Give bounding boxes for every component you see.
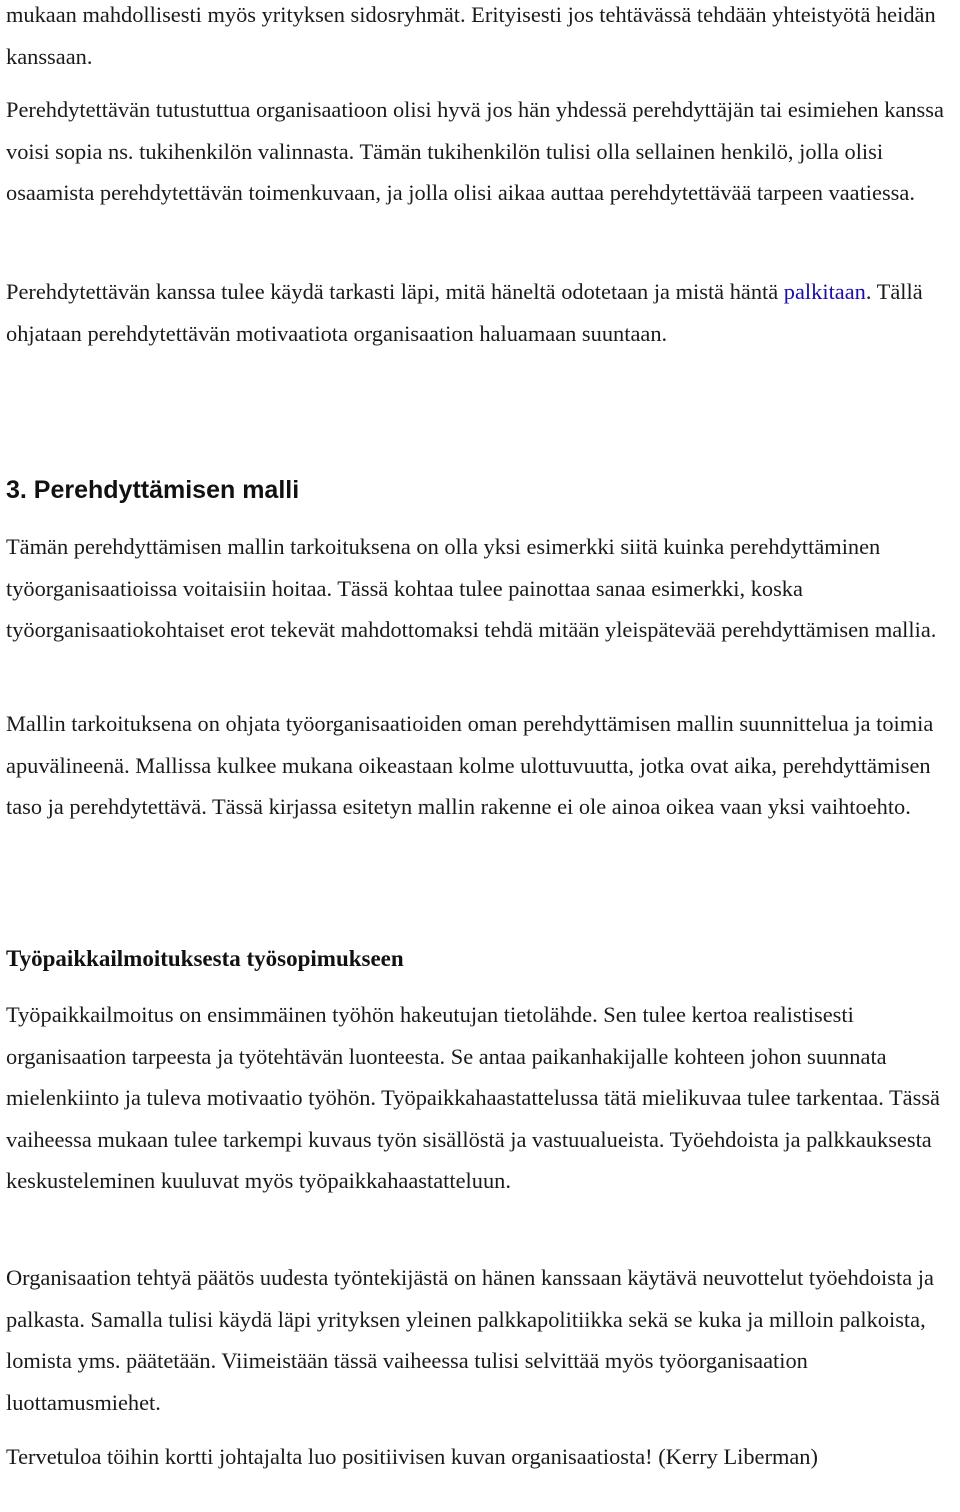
tyopaikka-paragraph-3: Tervetuloa töihin kortti johtajalta luo positiivisen kuvan organisaatiosta! (Kerry Liberman)	[6, 1444, 818, 1469]
malli-paragraph-1: Tämän perehdyttämisen mallin tarkoituksena on olla yksi esimerkki siitä kuinka perehdyttäminen työorganisaatioissa voitaisiin hoitaa. Tässä kohtaa tulee painottaa sanaa esimerkki, koska työorganisaatiokohtaiset erot tekevät mahdottomaksi tehdä mitään yleispätevää perehdyttämisen mallia.	[6, 534, 937, 643]
malli-paragraph-2: Mallin tarkoituksena on ohjata työorganisaatioiden oman perehdyttämisen mallin suunnittelua ja toimia apuvälineenä. Mallissa kulkee mukana oikeastaan kolme ulottuvuutta, jotka ovat aika, perehdyttämisen taso ja perehdytettävä. Tässä kirjassa esitetyn mallin rakenne ei ole ainoa oikea vaan yksi vaihtoehto.	[6, 711, 934, 820]
tyopaikka-paragraph-2: Organisaation tehtyä päätös uudesta työntekijästä on hänen kanssaan käytävä neuvottelut työehdoista ja palkasta. Samalla tulisi käydä läpi yrityksen yleinen palkkapolitiikka sekä se kuka ja milloin palkoista, lomista yms. päätetään. Viimeistään tässä vaiheessa tulisi selvittää myös työorganisaation luottamusmiehet.	[6, 1265, 934, 1415]
palkitaan-paragraph	[6, 271, 958, 354]
tyopaikka-paragraph-1: Työpaikkailmoitus on ensimmäinen työhön hakeutujan tietolähde. Sen tulee kertoa realistisesti organisaation tarpeesta ja työtehtävän luonteesta. Se antaa paikanhakijalle kohteen johon suunnata mielenkiinto ja tuleva motivaatio työhön. Työpaikkahaastattelussa tätä mielikuvaa tulee tarkentaa. Tässä vaiheessa mukaan tulee tarkempi kuvaus työn sisällöstä ja vastuualueista. Työehdoista ja palkkauksesta keskusteleminen kuuluvat myös työpaikkahaastatteluun.	[6, 1002, 940, 1194]
intro-paragraph: mukaan mahdollisesti myös yrityksen sidosryhmät. Erityisesti jos tehtävässä tehdään yhteistyötä heidän kanssaan.	[6, 2, 936, 69]
palkitaan-link[interactable]: palkitaan	[783, 279, 866, 304]
section-heading-tyopaikkailmoitus: Työpaikkailmoituksesta työsopimukseen	[6, 946, 404, 971]
palkitaan-text-before: Perehdytettävän kanssa tulee käydä tarkasti läpi, mitä häneltä odotetaan ja mistä häntä	[6, 279, 784, 304]
palkitaan-text-after: . Tällä ohjataan perehdytettävän motivaatiota organisaation haluamaan suuntaan.	[6, 279, 923, 346]
section-heading-perehdyttamisen-malli: 3. Perehdyttämisen malli	[6, 476, 300, 504]
tukihenkilo-paragraph: Perehdytettävän tutustuttua organisaatioon olisi hyvä jos hän yhdessä perehdyttäjän tai esimiehen kanssa voisi sopia ns. tukihenkilön valinnasta. Tämän tukihenkilön tulisi olla sellainen henkilö, jolla olisi osaamista perehdytettävän toimenkuvaan, ja jolla olisi aikaa auttaa perehdytettävää tarpeen vaatiessa.	[6, 97, 944, 206]
